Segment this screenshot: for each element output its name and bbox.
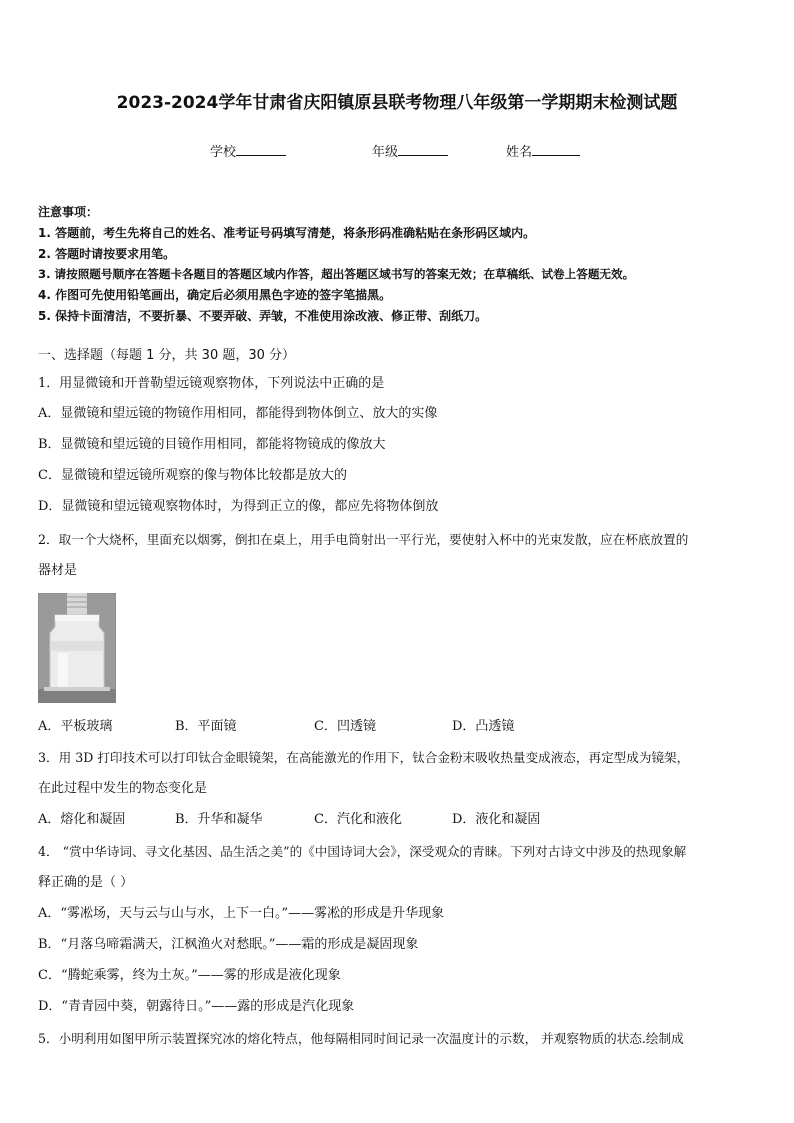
school-field — [210, 141, 286, 160]
notes-item: 2. 答题时请按要求用笔。 — [38, 246, 176, 261]
q3-option-d: D．液化和凝固 — [452, 812, 541, 827]
school-label: 学校 — [210, 145, 237, 160]
grade-field — [372, 141, 448, 160]
q2-option-c: C．凹透镜 — [314, 719, 376, 734]
beaker-figure — [38, 593, 116, 703]
q1-stem: 1．用显微镜和开普勒望远镜观察物体，下列说法中正确的是 — [38, 376, 385, 391]
q4-stem-line2: 释正确的是（ ） — [38, 875, 134, 890]
q4-option-d: D．“青青园中葵，朝露待日。”——露的形成是汽化现象 — [38, 999, 355, 1014]
notes-item: 4. 作图可先使用铅笔画出，确定后必须用黑色字迹的签字笔描黑。 — [38, 288, 392, 303]
grade-blank[interactable] — [398, 142, 448, 156]
notes-item: 1. 答题前，考生先将自己的姓名、准考证号码填写清楚，将条形码准确粘贴在条形码区域内。 — [38, 225, 536, 240]
notes-block — [38, 202, 768, 327]
q4-option-a: A．“雾凇场，天与云与山与水，上下一白。”——雾凇的形成是升华现象 — [38, 906, 445, 921]
exam-title: 2023-2024学年甘肃省庆阳镇原县联考物理八年级第一学期期末检测试题 — [116, 93, 678, 113]
q2-option-a: A．平板玻璃 — [38, 719, 113, 734]
q3-stem-line2: 在此过程中发生的物态变化是 — [38, 781, 208, 796]
grade-label: 年级 — [372, 145, 399, 160]
q4-stem-line1: 4． “赏中华诗词、寻文化基因、品生活之美”的《中国诗词大会》，深受观众的青睐。下列对古诗文中涉及的热现象解 — [38, 844, 687, 859]
name-blank[interactable] — [532, 142, 580, 156]
q1-option-a: A．显微镜和望远镜的物镜作用相同，都能得到物体倒立、放大的实像 — [38, 406, 438, 421]
q1-option-b: B．显微镜和望远镜的目镜作用相同，都能将物镜成的像放大 — [38, 437, 386, 452]
school-blank[interactable] — [236, 142, 286, 156]
q2-stem-line2: 器材是 — [38, 563, 78, 578]
q2-stem-line1: 2．取一个大烧杯，里面充以烟雾，倒扣在桌上，用手电筒射出一平行光，要使射入杯中的光束发散，应在杯底放置的 — [38, 532, 689, 547]
q3-option-a: A．熔化和凝固 — [38, 812, 126, 827]
q1-option-c: C．显微镜和望远镜所观察的像与物体比较都是放大的 — [38, 468, 347, 483]
notes-heading: 注意事项： — [38, 205, 99, 219]
notes-item: 3. 请按照题号顺序在答题卡各题目的答题区域内作答，超出答题区域书写的答案无效；在草稿纸、试卷上答题无效。 — [38, 267, 635, 282]
q3-option-c: C．汽化和液化 — [314, 812, 402, 827]
q2-option-d: D．凸透镜 — [452, 719, 515, 734]
section-heading: 一、选择题（每题 1 分，共 30 题，30 分） — [38, 348, 296, 363]
q2-option-b: B．平面镜 — [175, 719, 237, 734]
name-label: 姓名 — [506, 145, 533, 160]
notes-item: 5. 保持卡面清洁，不要折暴、不要弄破、弄皱，不准使用涂改液、修正带、刮纸刀。 — [38, 308, 488, 323]
q3-option-b: B．升华和凝华 — [175, 812, 263, 827]
q5-stem-line1: 5．小明利用如图甲所示装置探究冰的熔化特点，他每隔相同时间记录一次温度计的示数， 并观察物质的状态.绘制成 — [38, 1031, 684, 1046]
q4-option-c: C．“腾蛇乘雾，终为土灰。”——雾的形成是液化现象 — [38, 968, 341, 983]
q3-stem-line1: 3．用 3D 打印技术可以打印钛合金眼镜架，在高能激光的作用下，钛合金粉末吸收热量变成液态，再定型成为镜架， — [38, 750, 690, 765]
name-field — [506, 141, 580, 160]
q1-option-d: D．显微镜和望远镜观察物体时，为得到正立的像，都应先将物体倒放 — [38, 499, 439, 514]
q4-option-b: B．“月落乌啼霜满天，江枫渔火对愁眠。”——霜的形成是凝固现象 — [38, 937, 419, 952]
